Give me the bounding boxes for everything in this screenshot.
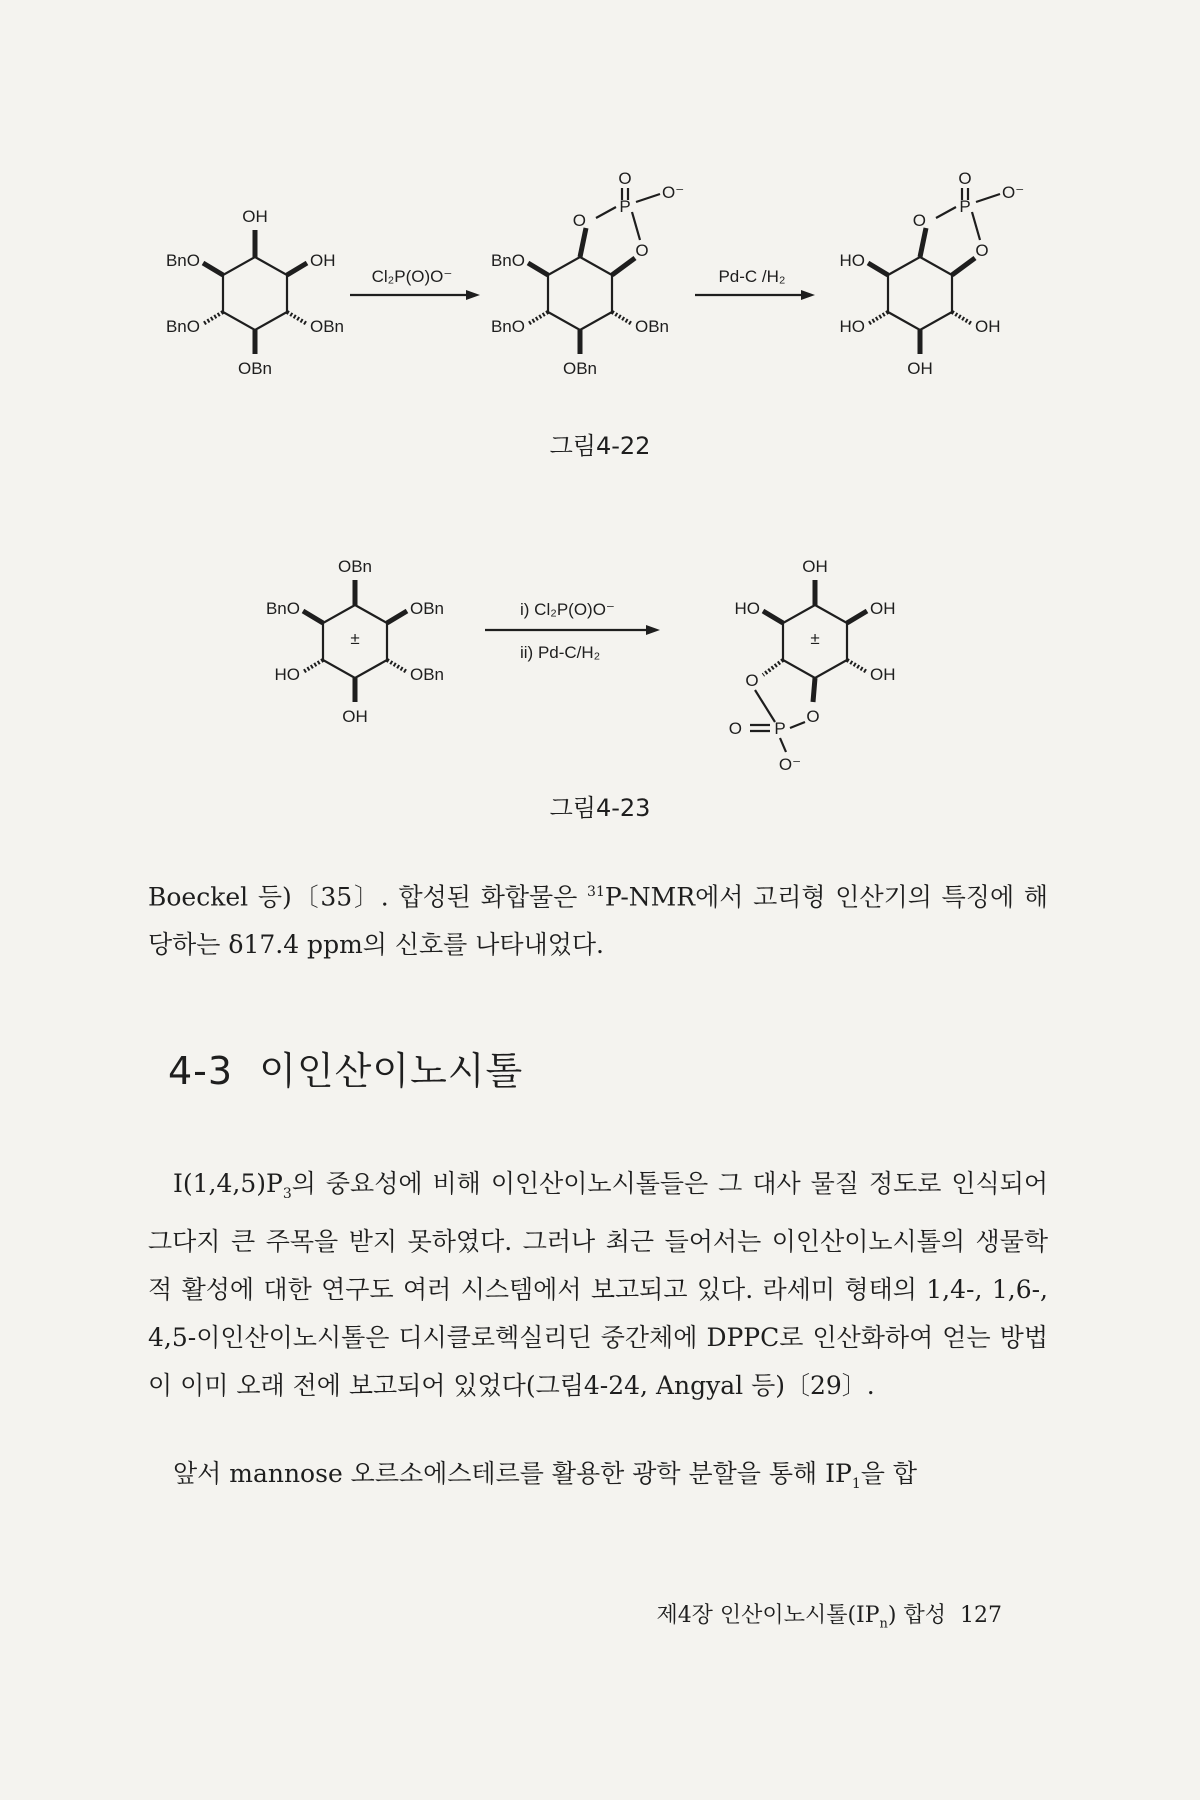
section-number: 4-3 [168, 1049, 234, 1093]
reagent-step-1-label: i) Cl₂P(O)O⁻ [520, 600, 615, 619]
reagent-1-label: Cl₂P(O)O⁻ [371, 267, 453, 286]
compound-c-ring-oxygen-2: O [975, 241, 989, 260]
scheme-figure-4-22 [0, 169, 1200, 440]
compound-23a-racemic-sign: ± [350, 629, 360, 648]
compound-23b-ring-oxygen-2: O [806, 707, 820, 726]
compound-b-p-anion-oxygen: O⁻ [662, 183, 685, 202]
compound-23b-upper-right-group: OH [870, 599, 896, 618]
reagent-2-label: Pd-C /H₂ [718, 267, 786, 286]
compound-23a-upper-right-group: OBn [410, 599, 445, 618]
compound-23b-p-anion-oxygen: O⁻ [778, 755, 802, 774]
compound-b-lower-right-group: OBn [635, 317, 670, 336]
compound-c-lower-right-group: OH [975, 317, 1001, 336]
compound-23b-racemic-sign: ± [810, 629, 820, 648]
paragraph-2-subscript: 3 [282, 1186, 292, 1202]
scheme-figure-4-23 [0, 530, 1200, 780]
compound-b-ring-oxygen-2: O [635, 241, 649, 260]
reagent-step-2-label: ii) Pd-C/H₂ [520, 643, 601, 662]
compound-b-bottom-group: OBn [562, 359, 598, 378]
figure-4-23-caption: 그림4-23 [549, 794, 651, 822]
compound-b-structure [491, 169, 684, 378]
compound-a-upper-left-group: BnO [165, 251, 200, 270]
compound-b-p-double-oxygen: O [618, 169, 632, 188]
compound-23b-upper-left-group: HO [734, 599, 760, 618]
reaction-arrow-2 [695, 267, 815, 300]
compound-b-upper-left-group: BnO [490, 251, 525, 270]
compound-c-p-double-oxygen: O [958, 169, 972, 188]
footer-chapter-text-a: 제4장 인산이노시톨(IP [656, 1603, 880, 1628]
footer-chapter-subscript: n [879, 1616, 888, 1632]
compound-23a-top-group: OBn [337, 557, 373, 576]
figure-4-22-caption: 그림4-22 [549, 432, 651, 460]
paragraph-bisphosphate-intro [148, 1160, 1048, 1410]
paragraph-3-text-a: 앞서 mannose 오르소에스테르를 활용한 광학 분할을 통해 IP [173, 1459, 852, 1488]
reaction-arrow-3 [485, 600, 660, 662]
compound-23b-phosphorus: P [774, 719, 786, 738]
paragraph-mannose-resolution [148, 1450, 1048, 1508]
compound-23b-top-group: OH [802, 557, 828, 576]
compound-a-bottom-group: OBn [237, 359, 273, 378]
compound-c-structure [840, 169, 1025, 378]
section-title: 이인산이노시톨 [259, 1049, 524, 1093]
compound-c-phosphorus: P [959, 197, 971, 216]
section-heading [168, 1040, 523, 1095]
compound-c-lower-left-group: HO [839, 317, 865, 336]
paragraph-cyclic-phosphate-nmr [148, 868, 1048, 969]
compound-23b-lower-right-group: OH [870, 665, 896, 684]
page-footer [656, 1598, 1002, 1631]
compound-23b-p-double-oxygen: O [728, 719, 742, 738]
paragraph-1-text-b: P-NMR에서 고리형 인산기의 특징에 해당하는 δ17.4 ppm의 신호를 나타내었다. [148, 882, 1048, 960]
paragraph-2-text-a: I(1,4,5)P [173, 1169, 283, 1198]
page-number: 127 [960, 1603, 1002, 1628]
footer-chapter-text-b: ) 합성 [887, 1603, 946, 1628]
compound-23a-bottom-group: OH [342, 707, 368, 726]
reaction-arrow-1 [350, 267, 480, 300]
compound-a-upper-right-group: OH [310, 251, 336, 270]
compound-b-phosphorus: P [619, 197, 631, 216]
compound-b-lower-left-group: BnO [490, 317, 525, 336]
compound-a-lower-right-group: OBn [310, 317, 345, 336]
compound-23a-lower-left-group: HO [274, 665, 300, 684]
compound-c-p-anion-oxygen: O⁻ [1002, 183, 1025, 202]
compound-c-ring-oxygen-1: O [912, 211, 926, 230]
compound-c-upper-left-group: HO [839, 251, 865, 270]
paragraph-3-subscript: 1 [851, 1476, 861, 1492]
paragraph-1-text-a: Boeckel 등)〔35〕. 합성된 화합물은 [148, 882, 588, 912]
nmr-isotope-superscript: 31 [587, 884, 605, 900]
compound-b-ring-oxygen-1: O [572, 211, 586, 230]
paragraph-3-text-b: 을 합 [860, 1459, 917, 1488]
compound-23a-upper-left-group: BnO [265, 599, 300, 618]
compound-c-bottom-group: OH [907, 359, 933, 378]
paragraph-2-text-b: 의 중요성에 비해 이인산이노시톨들은 그 대사 물질 정도로 인식되어 그다지 큰 주목을 받지 못하였다. 그러나 최근 들어서는 이인산이노시톨의 생물학적 활성에 대한 연구도 여러 시스템에서 보고되고 있다. 라세미 형태의 1,4-, 1,6-, 4,5-이인산이노시톨은 디시클로헥실리딘 중간체에 DPPC로 인산화하여 얻는 방법이 이미 오래 전에 보고되어 있었다(그림4-24, Angyal 등)〔29〕. [148, 1169, 1048, 1400]
compound-a-lower-left-group: BnO [165, 317, 200, 336]
compound-23a-lower-right-group: OBn [410, 665, 445, 684]
compound-23b-structure [729, 557, 896, 774]
compound-23b-ring-oxygen-1: O [745, 671, 759, 690]
compound-23a-structure [266, 557, 444, 726]
compound-a-top-group: OH [242, 207, 268, 226]
compound-a-structure [166, 207, 344, 378]
